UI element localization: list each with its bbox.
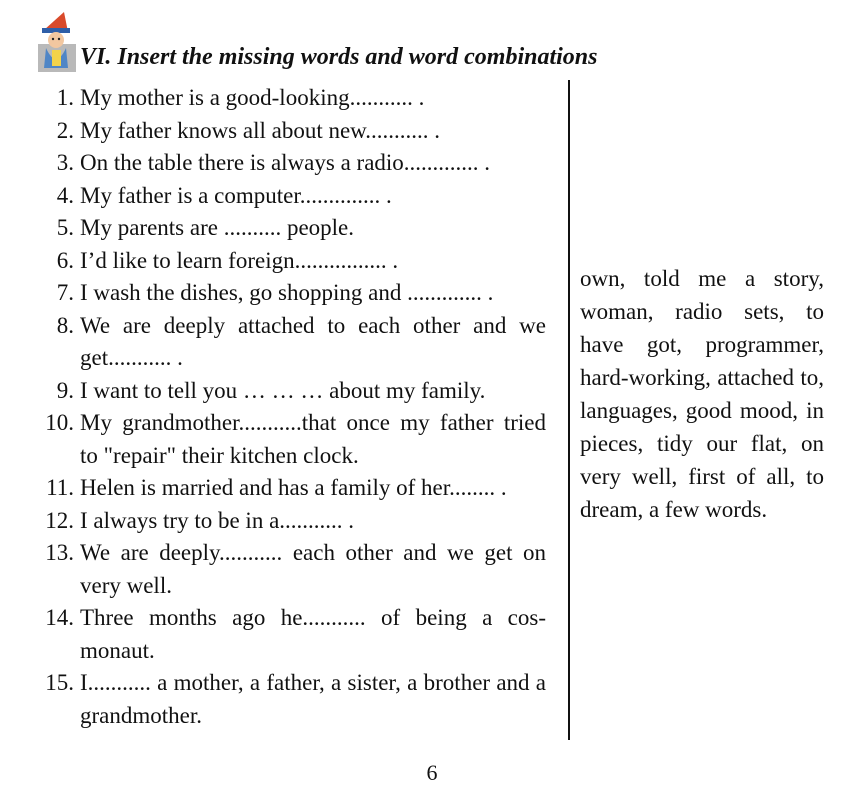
item-text: My father is a computer.............. . [80, 182, 392, 208]
item-text: My father knows all about new........... . [80, 117, 441, 143]
exercise-item-2 [34, 115, 546, 148]
exercise-item-9 [34, 375, 546, 408]
item-number: 11. [46, 475, 74, 500]
item-text: On the table there is always a radio............. . [80, 150, 491, 175]
item-text: I’d like to learn foreign................ . [80, 247, 399, 273]
exercise-item-4 [34, 180, 546, 213]
item-text: I always try to be in a........... . [80, 507, 355, 533]
item-text: Three months ago he........... of being a cos-monaut. [80, 605, 546, 663]
wizard-mascot-icon [38, 10, 76, 72]
item-number: 2. [56, 117, 74, 143]
exercise-item-5 [34, 212, 546, 245]
exercise-item-7 [34, 277, 546, 310]
item-text: I wash the dishes, go shopping and ............. . [80, 280, 494, 305]
exercise-item-11 [34, 472, 546, 505]
item-number: 12. [45, 507, 74, 533]
item-number: 15. [45, 670, 74, 695]
exercise-title: VI. Insert the missing words and word combinations [80, 44, 598, 70]
page-number: 6 [426, 760, 438, 785]
item-number: 3. [56, 150, 74, 175]
column-divider [568, 80, 570, 740]
item-number: 8. [56, 312, 74, 338]
exercise-item-12 [34, 505, 546, 538]
exercise-item-8 [34, 310, 546, 375]
exercise-item-15 [34, 667, 546, 732]
item-text: We are deeply attached to each other and we get........... . [80, 312, 546, 370]
item-text: My grandmother...........that once my father tried to "repair" their kitchen clock. [80, 410, 546, 468]
item-number: 1. [56, 85, 74, 110]
item-number: 5. [56, 215, 74, 240]
exercise-item-13 [34, 537, 546, 602]
item-number: 9. [56, 377, 74, 403]
exercise-item-1 [34, 82, 546, 115]
item-text: I........... a mother, a father, a sister, a brother and a grandmother. [80, 670, 546, 728]
item-text: We are deeply........... each other and we get on very well. [80, 540, 546, 598]
item-number: 6. [56, 247, 74, 273]
exercise-item-3 [34, 147, 546, 180]
item-text: I want to tell you … … … about my family. [80, 377, 486, 403]
exercise-item-14 [34, 602, 546, 667]
item-number: 10. [45, 410, 74, 435]
item-number: 4. [56, 182, 74, 208]
exercise-item-6 [34, 245, 546, 278]
item-number: 13. [45, 540, 74, 565]
word-bank: own, told me a story, woman, radio sets, to have got, programmer, hard-working, attached to, languages, good mood, in pieces, tidy our flat, on very well, first of all, to dream, a few words. [580, 266, 824, 522]
exercise-item-10 [34, 407, 546, 472]
item-number: 14. [45, 605, 74, 630]
item-text: My mother is a good-looking........... . [80, 85, 425, 110]
exercise-list [34, 82, 546, 732]
item-text: My parents are .......... people. [80, 215, 355, 240]
item-text: Helen is married and has a family of her........ . [80, 475, 507, 500]
item-number: 7. [56, 280, 74, 305]
